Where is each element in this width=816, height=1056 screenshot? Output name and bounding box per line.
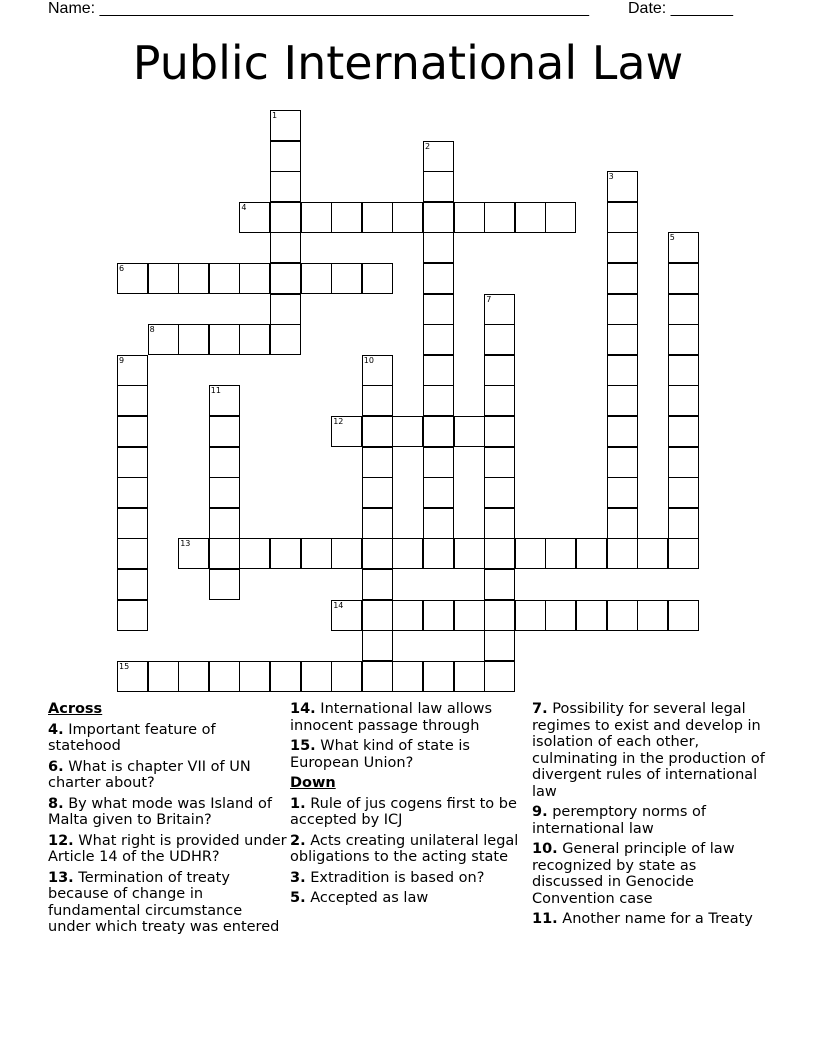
crossword-cell[interactable] [301,538,332,569]
across-heading: Across [48,701,103,717]
crossword-cell[interactable] [117,600,148,631]
clue-down-3: 3. Extradition is based on? [290,869,485,886]
crossword-cell[interactable] [209,324,240,355]
crossword-cell[interactable] [148,263,179,294]
cell-number: 13 [180,539,191,549]
date-field-label[interactable]: Date: _______ [628,0,733,17]
clue-across-6: 6. What is chapter VII of UN charter about? [48,758,251,791]
crossword-cell[interactable] [484,477,515,508]
crossword-cell[interactable] [668,600,699,631]
cell-number: 15 [119,661,130,671]
crossword-cell[interactable] [607,477,638,508]
clues-column-1 [48,701,288,940]
crossword-cell[interactable] [668,416,699,447]
crossword-cell[interactable] [668,324,699,355]
crossword-cell[interactable] [576,600,607,631]
crossword-cell[interactable] [209,569,240,600]
crossword-cell[interactable] [423,171,454,202]
crossword-cell[interactable] [484,569,515,600]
crossword-cell[interactable] [362,385,393,416]
clue-down-1: 1. Rule of jus cogens first to be accepted by ICJ [290,795,517,828]
crossword-cell[interactable] [484,600,515,631]
crossword-cell[interactable] [209,538,240,569]
crossword-cell[interactable] [117,538,148,569]
clue-across-8: 8. By what mode was Island of Malta given to Britain? [48,795,272,828]
crossword-cell[interactable] [239,263,270,294]
crossword-cell[interactable] [209,508,240,539]
crossword-cell[interactable] [178,324,209,355]
crossword-cell[interactable] [484,447,515,478]
clues-column-2 [290,701,530,911]
crossword-cell[interactable] [209,477,240,508]
crossword-cell[interactable] [454,416,485,447]
crossword-cell[interactable] [423,202,454,233]
crossword-cell[interactable] [270,141,301,172]
crossword-cell[interactable] [423,508,454,539]
crossword-cell[interactable] [423,600,454,631]
crossword-cell[interactable] [668,232,699,263]
crossword-cell[interactable] [362,447,393,478]
clue-across-4: 4. Important feature of statehood [48,721,216,754]
crossword-cell[interactable] [484,538,515,569]
crossword-cell[interactable] [545,538,576,569]
crossword-cell[interactable] [209,661,240,692]
cell-number: 4 [241,202,247,212]
crossword-cell[interactable] [607,538,638,569]
crossword-cell[interactable] [423,385,454,416]
cell-number: 5 [669,233,675,243]
crossword-cell[interactable] [331,263,362,294]
crossword-cell[interactable] [392,661,423,692]
cell-number: 10 [363,355,374,365]
crossword-cell[interactable] [484,202,515,233]
crossword-cell[interactable] [637,600,668,631]
crossword-cell[interactable] [362,355,393,386]
crossword-cell[interactable] [607,416,638,447]
crossword-cell[interactable] [423,416,454,447]
crossword-cell[interactable] [637,538,668,569]
crossword-cell[interactable] [331,600,362,631]
crossword-cell[interactable] [362,202,393,233]
crossword-cell[interactable] [239,202,270,233]
crossword-cell[interactable] [454,202,485,233]
crossword-cell[interactable] [668,447,699,478]
crossword-cell[interactable] [270,661,301,692]
crossword-cell[interactable] [392,600,423,631]
crossword-cell[interactable] [362,630,393,661]
crossword-cell[interactable] [484,324,515,355]
crossword-cell[interactable] [668,263,699,294]
crossword-cell[interactable] [423,477,454,508]
crossword-cell[interactable] [392,202,423,233]
crossword-cell[interactable] [668,538,699,569]
crossword-cell[interactable] [362,263,393,294]
crossword-cell[interactable] [178,661,209,692]
crossword-cell[interactable] [117,447,148,478]
crossword-cell[interactable] [270,324,301,355]
crossword-cell[interactable] [607,263,638,294]
crossword-cell[interactable] [484,661,515,692]
cell-number: 14 [333,600,344,610]
crossword-cell[interactable] [607,508,638,539]
crossword-cell[interactable] [576,538,607,569]
crossword-cell[interactable] [423,263,454,294]
clue-down-5: 5. Accepted as law [290,890,429,906]
clue-down-11: 11. Another name for a Treaty [532,911,753,927]
clue-across-12: 12. What right is provided under Article 14 of the UDHR? [48,832,287,865]
crossword-cell[interactable] [239,661,270,692]
crossword-cell[interactable] [515,538,546,569]
clue-down-10: 10. General principle of law recognized by state as discussed in Genocide Convention case [532,841,735,907]
crossword-cell[interactable] [484,294,515,325]
crossword-cell[interactable] [117,477,148,508]
cell-number: 8 [149,325,155,335]
clue-down-2: 2. Acts creating unilateral legal obligations to the acting state [290,832,519,865]
crossword-cell[interactable] [484,630,515,661]
crossword-cell[interactable] [270,538,301,569]
clues-column-3 [532,701,768,932]
clue-across-13: 13. Termination of treaty because of change in fundamental circumstance under which treaty was entered [48,869,280,935]
crossword-cell[interactable] [270,171,301,202]
crossword-cell[interactable] [607,447,638,478]
crossword-cell[interactable] [209,385,240,416]
crossword-cell[interactable] [545,600,576,631]
crossword-cell[interactable] [607,171,638,202]
crossword-cell[interactable] [607,202,638,233]
crossword-cell[interactable] [484,385,515,416]
crossword-cell[interactable] [209,447,240,478]
crossword-cell[interactable] [362,477,393,508]
crossword-cell[interactable] [607,355,638,386]
crossword-cell[interactable] [209,416,240,447]
page-title: Public International Law [132,36,684,90]
crossword-cell[interactable] [484,416,515,447]
cell-number: 11 [210,386,221,396]
crossword-cell[interactable] [454,538,485,569]
crossword-cell[interactable] [423,538,454,569]
crossword-cell[interactable] [117,661,148,692]
crossword-cell[interactable] [178,538,209,569]
crossword-cell[interactable] [607,385,638,416]
cell-number: 7 [486,294,492,304]
name-field-label[interactable]: Name: _______________________________________________________ [48,0,589,17]
crossword-cell[interactable] [423,661,454,692]
crossword-cell[interactable] [423,294,454,325]
crossword-cell[interactable] [301,661,332,692]
crossword-cell[interactable] [362,661,393,692]
crossword-cell[interactable] [148,661,179,692]
crossword-cell[interactable] [668,385,699,416]
crossword-cell[interactable] [117,385,148,416]
crossword-cell[interactable] [148,324,179,355]
crossword-cell[interactable] [239,538,270,569]
crossword-cell[interactable] [117,569,148,600]
crossword-cell[interactable] [362,508,393,539]
clue-down-7: 7. Possibility for several legal regimes to exist and develop in isolation of each other, culminating in the production of divergent rules of international law [532,701,765,800]
crossword-cell[interactable] [209,263,240,294]
crossword-cell[interactable] [423,232,454,263]
cell-number: 3 [608,172,614,182]
crossword-cell[interactable] [239,324,270,355]
crossword-cell[interactable] [423,447,454,478]
crossword-cell[interactable] [362,538,393,569]
cell-number: 12 [333,417,344,426]
crossword-cell[interactable] [668,508,699,539]
down-heading: Down [290,775,336,791]
crossword-cell[interactable] [331,416,362,447]
crossword-cell[interactable] [668,477,699,508]
crossword-cell[interactable] [270,202,301,233]
crossword-cell[interactable] [668,355,699,386]
crossword-cell[interactable] [515,600,546,631]
crossword-cell[interactable] [301,202,332,233]
crossword-cell[interactable] [392,416,423,447]
crossword-cell[interactable] [331,202,362,233]
cell-number: 9 [119,355,125,365]
crossword-cell[interactable] [423,141,454,172]
crossword-cell[interactable] [607,232,638,263]
crossword-cell[interactable] [423,324,454,355]
clue-down-9: 9. peremptory norms of international law [532,804,706,837]
crossword-cell[interactable] [178,263,209,294]
cell-number: 2 [425,141,431,151]
crossword-cell[interactable] [270,294,301,325]
crossword-cell[interactable] [362,600,393,631]
cell-number: 6 [119,264,125,273]
clue-across-14: 14. International law allows innocent passage through [290,701,493,734]
crossword-cell[interactable] [117,355,148,386]
crossword-cell[interactable] [607,600,638,631]
crossword-cell[interactable] [668,294,699,325]
crossword-cell[interactable] [454,600,485,631]
crossword-cell[interactable] [607,324,638,355]
crossword-cell[interactable] [484,508,515,539]
crossword-cell[interactable] [331,661,362,692]
crossword-cell[interactable] [484,355,515,386]
crossword-cell[interactable] [270,110,301,141]
crossword-cell[interactable] [270,232,301,263]
clue-across-15: 15. What kind of state is European Union? [290,738,470,771]
crossword-cell[interactable] [545,202,576,233]
crossword-cell[interactable] [362,569,393,600]
crossword-cell[interactable] [117,416,148,447]
cell-number: 1 [272,111,278,120]
crossword-cell[interactable] [392,538,423,569]
crossword-cell[interactable] [454,661,485,692]
crossword-cell[interactable] [117,263,148,294]
crossword-cell[interactable] [607,294,638,325]
crossword-cell[interactable] [515,202,546,233]
crossword-cell[interactable] [362,416,393,447]
crossword-cell[interactable] [270,263,301,294]
crossword-cell[interactable] [117,508,148,539]
crossword-cell[interactable] [423,355,454,386]
crossword-cell[interactable] [331,538,362,569]
crossword-cell[interactable] [301,263,332,294]
